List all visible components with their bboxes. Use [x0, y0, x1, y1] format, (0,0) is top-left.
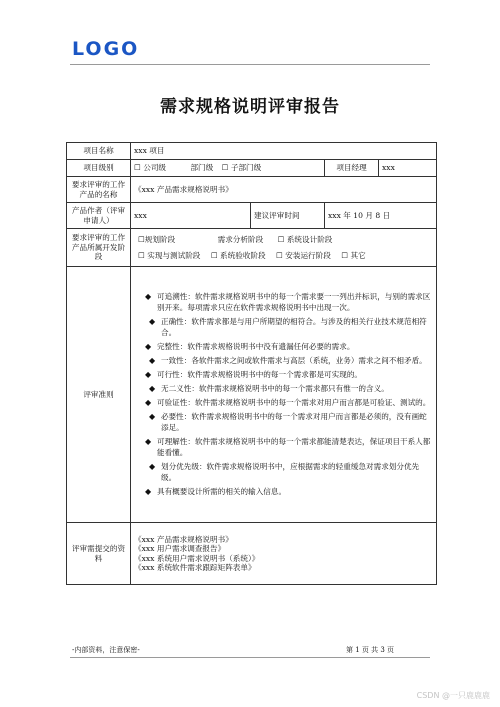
project-name-label: 项目名称	[67, 143, 131, 160]
phase-option-implementation[interactable]: ☐ 实现与测试阶段	[138, 251, 201, 260]
criteria-item: ◆ 无二义性：软件需求规格说明书中的每一个需求都只有惟一的含义。	[149, 384, 389, 393]
review-time-value: xxx 年 10 月 8 日	[325, 203, 437, 229]
criteria-item: ◆ 必要性：软件需求规格说明书中的每一个需求对用户而言都是必须的，没有画蛇添足。	[149, 412, 427, 432]
bullet-diamond-icon: ◆	[149, 317, 156, 326]
phase-label: 要求评审的工作产品所属开发阶段	[67, 229, 131, 267]
criteria-item: ◆ 完整性：软件需求规格说明书中没有遗漏任何必要的需求。	[145, 342, 355, 351]
phase-row-2	[134, 250, 433, 261]
footer-page-number: 第 1 页 共 3 页	[346, 646, 395, 654]
bullet-diamond-icon: ◆	[145, 342, 152, 351]
materials-item: 《xxx 产品需求规格说明书》	[134, 534, 233, 544]
materials-list	[131, 523, 437, 585]
bullet-diamond-icon: ◆	[145, 370, 152, 379]
level-option-department[interactable]: 部门级	[190, 163, 214, 173]
footer-divider	[70, 657, 430, 658]
materials-item: 《xxx 系统用户需求说明书（系统）》	[134, 553, 260, 563]
criteria-item: ◆ 可追溯性：软件需求规格说明书中的每一个需求要一一列出并标识，与别的需求区别开来。每项需求只应在软件需求规格说明书中出现一次。	[145, 292, 431, 312]
phase-option-analysis[interactable]: 需求分析阶段	[217, 234, 264, 244]
header-divider	[70, 64, 430, 65]
bullet-diamond-icon: ◆	[145, 292, 152, 301]
bullet-diamond-icon: ◆	[149, 356, 156, 365]
criteria-item: ◆ 一致性：各软件需求之间或软件需求与高层（系统，业务）需求之间不相矛盾。	[149, 356, 427, 365]
materials-label: 评审需提交的资料	[67, 523, 131, 585]
criteria-item: ◆ 可理解性：软件需求规格说明书中的每一个需求都能清楚表达，保证项目干系人都能看懂。	[145, 437, 431, 457]
project-level-label: 项目级别	[67, 160, 131, 177]
work-product-label: 要求评审的工作产品的名称	[67, 177, 131, 203]
phase-option-acceptance[interactable]: ☐ 系统验收阶段	[210, 251, 266, 260]
project-manager-label: 项目经理	[325, 160, 379, 177]
page-title: 需求规格说明评审报告	[160, 97, 340, 117]
bullet-diamond-icon: ◆	[149, 462, 156, 471]
phase-option-planning[interactable]: ☐规划阶段	[138, 234, 176, 244]
project-level-options	[131, 160, 325, 177]
bullet-diamond-icon: ◆	[145, 487, 152, 496]
criteria-item: ◆ 正确性：软件需求都是与用户所期望的相符合。与涉及的相关行业技术规范相符合。	[149, 317, 427, 337]
materials-item: 《xxx 系统软件需求跟踪矩阵表单》	[134, 562, 256, 572]
phase-row-1	[134, 234, 433, 245]
criteria-item: ◆ 可验证性：软件需求规格说明书中的每一个需求对用户而言都是可验证、测试的。	[145, 398, 431, 407]
project-manager-value: xxx	[379, 160, 437, 177]
author-label: 产品作者（评审申请人）	[67, 203, 131, 229]
level-option-subdepartment[interactable]: ☐ 子部门级	[221, 163, 262, 173]
bullet-diamond-icon: ◆	[145, 398, 152, 407]
watermark: CSDN @一只鹿鹿鹿	[416, 691, 490, 700]
work-product-value: 《xxx 产品需求规格说明书》	[131, 177, 437, 203]
criteria-item: ◆ 可行性：软件需求规格说明书中的每一个需求都是可实现的。	[145, 370, 363, 379]
level-option-company[interactable]: ☐ 公司级	[134, 163, 167, 173]
project-name-value: xxx 项目	[131, 143, 437, 160]
criteria-label: 评审准则	[67, 267, 131, 523]
phase-option-other[interactable]: ☐ 其它	[341, 251, 366, 260]
phase-option-deployment[interactable]: ☐ 安装运行阶段	[276, 251, 331, 260]
author-value: xxx	[131, 203, 251, 229]
criteria-list	[131, 267, 437, 523]
criteria-item: ◆ 具有概要设计所需的相关的输入信息。	[145, 487, 287, 496]
criteria-item: ◆ 划分优先级：软件需求规格说明书中，应根据需求的轻重缓急对需求划分优先级。	[149, 462, 420, 482]
footer-confidential: -内部资料，注意保密-	[72, 646, 140, 654]
bullet-diamond-icon: ◆	[145, 437, 152, 446]
phase-option-design[interactable]: ☐ 系统设计阶段	[277, 234, 333, 244]
review-time-label: 建议评审时间	[251, 203, 325, 229]
bullet-diamond-icon: ◆	[149, 412, 156, 421]
phase-options	[131, 229, 437, 267]
materials-item: 《xxx 用户需求调查报告》	[134, 544, 226, 554]
bullet-diamond-icon: ◆	[149, 384, 156, 393]
review-form-table	[66, 142, 437, 585]
logo: LOGO	[72, 38, 140, 60]
